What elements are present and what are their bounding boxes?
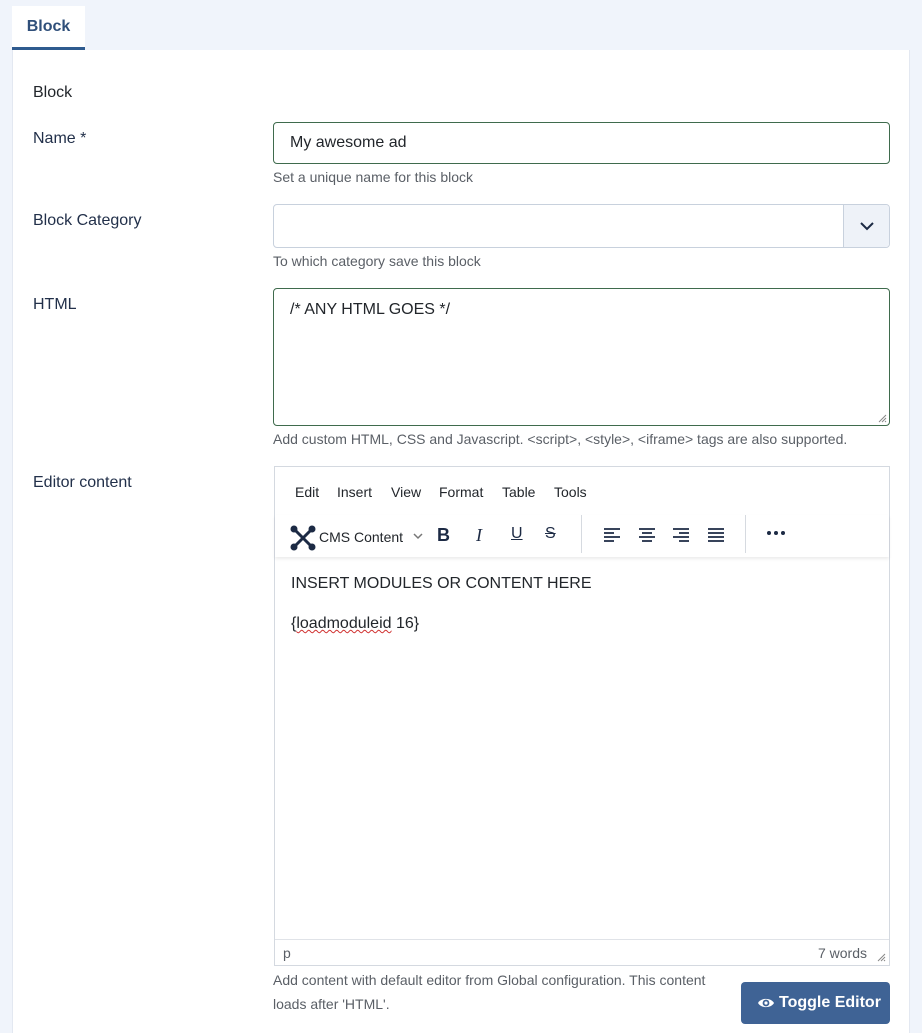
element-path[interactable]: p — [283, 945, 291, 961]
line-rest: 16} — [391, 615, 420, 632]
category-label: Block Category — [33, 212, 142, 229]
editor-help: Add content with default editor from Global configuration. This content loads after 'HTML'. — [273, 972, 706, 1012]
html-label: HTML — [33, 296, 77, 313]
editor-toolbar — [275, 515, 889, 557]
underline-button[interactable]: U — [511, 525, 523, 542]
misspelled-word: loadmoduleid — [296, 615, 392, 632]
joomla-logo-icon — [289, 519, 317, 553]
align-justify-icon — [707, 527, 725, 543]
align-right-button[interactable] — [672, 527, 690, 561]
resize-grip-icon[interactable] — [876, 952, 886, 962]
toolbar-separator — [745, 515, 746, 553]
cms-content-label: CMS Content — [319, 529, 404, 545]
justify-button[interactable] — [707, 527, 725, 561]
editor-content-line: INSERT MODULES OR CONTENT HERE — [291, 575, 592, 592]
name-input[interactable]: My awesome ad — [273, 122, 890, 164]
editor-content-area[interactable] — [291, 575, 592, 655]
strikethrough-button[interactable]: S — [545, 525, 556, 542]
chevron-down-icon — [413, 532, 423, 540]
menu-table[interactable]: Table — [502, 484, 536, 500]
menu-tools[interactable]: Tools — [554, 484, 587, 500]
align-left-icon — [603, 527, 621, 543]
align-center-icon — [638, 527, 656, 543]
category-dropdown-button[interactable] — [843, 205, 889, 247]
align-right-icon — [672, 527, 690, 543]
toggle-editor-button[interactable] — [741, 982, 890, 1024]
html-textarea-value: /* ANY HTML GOES */ — [290, 301, 451, 318]
eye-icon — [757, 995, 775, 1011]
bold-button[interactable]: B — [437, 525, 450, 545]
html-textarea[interactable] — [273, 288, 890, 426]
name-label: Name * — [33, 130, 87, 147]
menu-insert[interactable]: Insert — [337, 484, 373, 500]
menu-edit[interactable]: Edit — [295, 484, 320, 500]
tab-bar — [0, 0, 922, 50]
editor-statusbar — [275, 939, 889, 965]
menu-format[interactable]: Format — [439, 484, 484, 500]
category-select[interactable] — [273, 204, 890, 248]
resize-grip-icon[interactable] — [877, 413, 887, 423]
cms-content-dropdown[interactable] — [289, 519, 437, 553]
more-horizontal-icon — [766, 530, 786, 536]
category-help: To which category save this block — [273, 253, 481, 269]
html-help: Add custom HTML, CSS and Javascript. <script>, <style>, <iframe> tags are also supported. — [273, 431, 848, 447]
editor-content-line — [291, 615, 592, 633]
italic-button[interactable]: I — [476, 525, 482, 545]
rich-text-editor — [274, 466, 890, 966]
fieldset-legend: Block — [33, 84, 73, 101]
brace-open: { — [291, 615, 297, 632]
align-center-button[interactable] — [638, 527, 656, 561]
editor-label: Editor content — [33, 474, 132, 491]
name-help: Set a unique name for this block — [273, 169, 474, 185]
menu-view[interactable]: View — [391, 484, 422, 500]
tab-block[interactable]: Block — [12, 6, 85, 50]
toggle-editor-label: Toggle Editor — [779, 994, 881, 1011]
editor-menubar — [275, 467, 889, 515]
chevron-down-icon — [859, 220, 875, 232]
align-left-button[interactable] — [603, 527, 621, 561]
word-count[interactable]: 7 words — [817, 945, 867, 961]
more-button[interactable] — [766, 530, 786, 564]
toolbar-separator — [581, 515, 582, 553]
